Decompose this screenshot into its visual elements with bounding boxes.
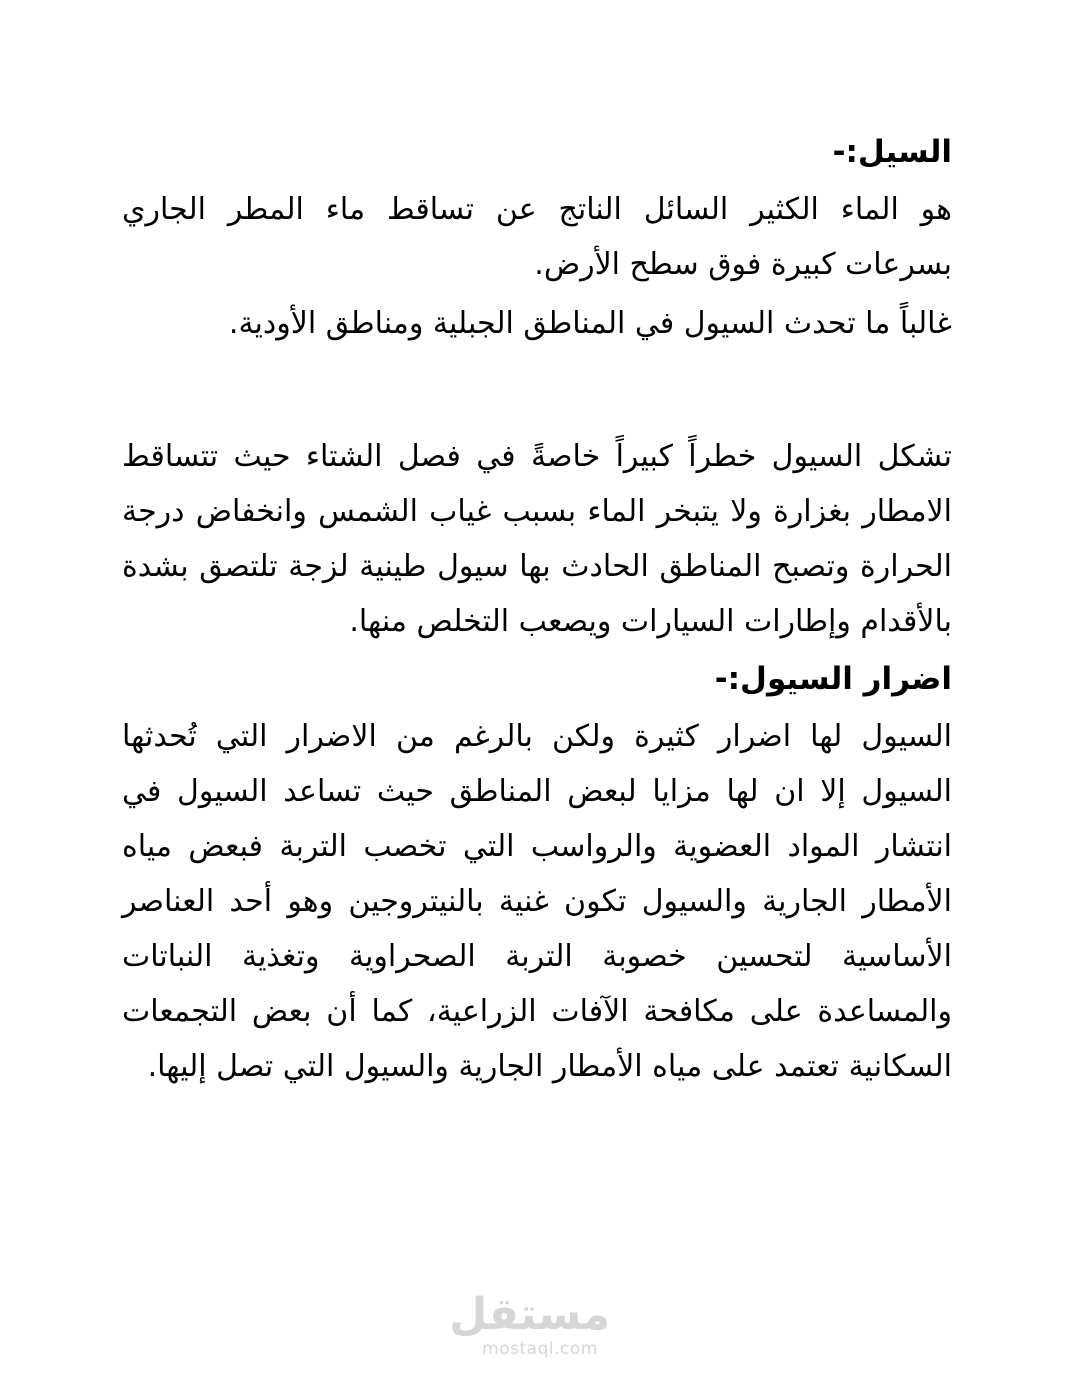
paragraph-spacer <box>122 351 952 429</box>
flood-damage-paragraph: السيول لها اضرار كثيرة ولكن بالرغم من الاضرار التي تُحدثها السيول إلا ان لها مزايا لبعض المناطق حيث تساعد السيول في انتشار المواد العضوية والرواسب التي تخصب التربة فبعض مياه الأمطار الجارية والسيول تكون غنية بالنيتروجين وهو أحد العناصر الأساسية لتحسين خصوبة التربة الصحراوية وتغذية النباتات والمساعدة على مكافحة الآفات الزراعية، كما أن بعض التجمعات السكانية تعتمد على مياه الأمطار الجارية والسيول التي تصل إليها. <box>122 719 952 1084</box>
mostaql-watermark <box>449 1289 610 1360</box>
flood-location-paragraph: غالباً ما تحدث السيول في المناطق الجبلية ومناطق الأودية. <box>228 306 952 341</box>
watermark-url: mostaql.com <box>482 1339 598 1359</box>
flood-definition-paragraph: هو الماء الكثير السائل الناتج عن تساقط ماء المطر الجاري بسرعات كبيرة فوق سطح الأرض. <box>122 192 952 282</box>
flood-danger-paragraph: تشكل السيول خطراً كبيراً خاصةً في فصل الشتاء حيث تتساقط الامطار بغزارة ولا يتبخر الماء بسبب غياب الشمس وانخفاض درجة الحرارة وتصبح المناطق الحادث بها سيول طينية لزجة تلتصق بشدة بالأقدام وإطارات السيارات ويصعب التخلص منها. <box>122 439 952 639</box>
document-body <box>122 122 952 1094</box>
watermark-logo-text: مستقل <box>449 1289 610 1340</box>
section-heading-flood-damage: اضرار السيول:- <box>714 661 952 697</box>
section-heading-flood: السيل:- <box>832 134 952 170</box>
